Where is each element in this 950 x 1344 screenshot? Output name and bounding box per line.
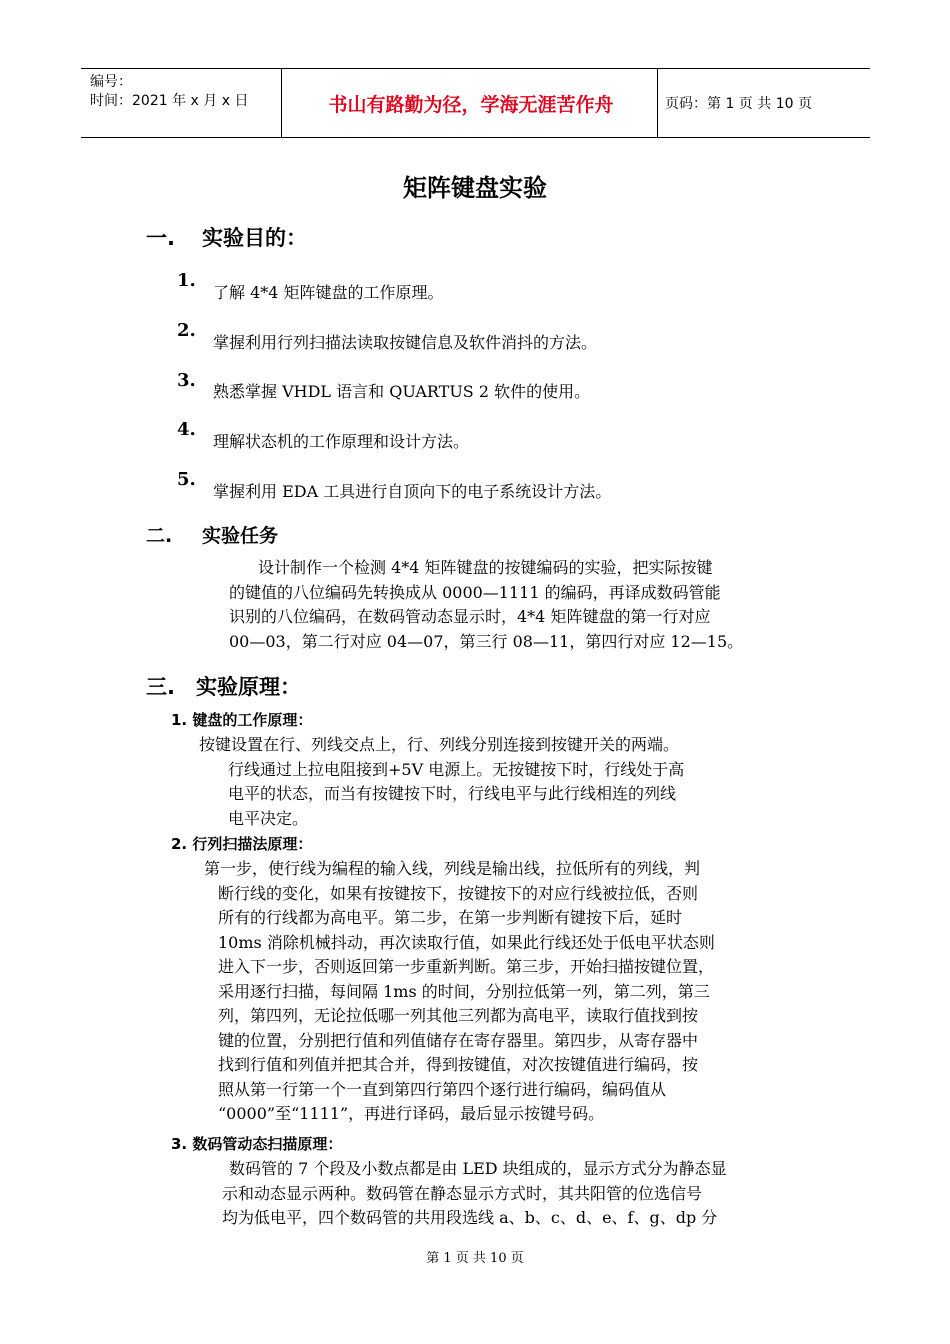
header-table	[81, 68, 870, 138]
text-line: 第一步，使行线为编程的输入线，列线是输出线，拉低所有的列线，判	[204, 859, 701, 878]
section-heading-3	[146, 671, 301, 701]
list-item-number: 3.	[177, 370, 196, 391]
subsection-heading-2: 2. 行列扫描法原理：	[171, 835, 313, 853]
task-paragraph	[229, 556, 829, 654]
section-number: 一.	[146, 226, 175, 250]
text-line: 行线通过上拉电阻接到+5V 电源上。无按键按下时，行线处于高	[228, 759, 685, 779]
scan-principle-paragraph	[204, 857, 834, 1127]
text-line: 采用逐行扫描，每间隔 1ms 的时间，分别拉低第一列，第二列，第三	[218, 981, 710, 1001]
list-item-number: 1.	[177, 270, 196, 291]
section-heading-2	[146, 521, 278, 548]
text-line: 示和动态显示两种。数码管在静态显示方式时，其共阳管的位选信号	[222, 1183, 703, 1203]
list-item-text: 理解状态机的工作原理和设计方法。	[213, 432, 470, 451]
serial-label: 编号：	[90, 74, 132, 90]
list-item-number: 4.	[177, 419, 196, 440]
header-motto: 书山有路勤为径，学海无涯苦作舟	[328, 93, 614, 116]
text-line: 的键值的八位编码先转换成从 0000—1111 的编码，再译成数码管能	[229, 582, 721, 602]
text-line: 数码管的 7 个段及小数点都是由 LED 块组成的，显示方式分为静态显	[229, 1159, 727, 1178]
header-divider	[281, 69, 282, 137]
header-divider	[657, 69, 658, 137]
text-line: 均为低电平，四个数码管的共用段选线 a、b、c、d、e、f、g、dp 分	[222, 1208, 718, 1227]
section-title: 实验目的：	[202, 226, 307, 250]
display-principle-paragraph	[222, 1157, 832, 1231]
text-line: 照从第一行第一个一直到第四行第四个逐行进行编码，编码值从	[218, 1079, 667, 1099]
keyboard-principle-paragraph	[199, 733, 819, 831]
text-line: 按键设置在行、列线交点上，行、列线分别连接到按键开关的两端。	[199, 735, 680, 754]
list-item-number: 5.	[177, 469, 196, 490]
text-line: 断行线的变化，如果有按键按下，按键按下的对应行线被拉低，否则	[218, 883, 699, 903]
section-title: 实验原理：	[196, 675, 301, 699]
page-title: 矩阵键盘实验	[403, 174, 547, 202]
list-item-number: 2.	[177, 320, 196, 341]
text-line: 设计制作一个检测 4*4 矩阵键盘的按键编码的实验，把实际按键	[258, 558, 713, 577]
list-item-text: 掌握利用行列扫描法读取按键信息及软件消抖的方法。	[213, 333, 598, 352]
page-footer: 第 1 页 共 10 页	[426, 1251, 524, 1266]
section-number: 三.	[146, 675, 175, 699]
section-title: 实验任务	[202, 525, 279, 547]
text-line: 进入下一步，否则返回第一步重新判断。第三步，开始扫描按键位置，	[218, 957, 715, 976]
text-line: 电平决定。	[228, 808, 309, 828]
text-line: 识别的八位编码，在数码管动态显示时，4*4 矩阵键盘的第一行对应	[229, 607, 711, 626]
text-line: 10ms 消除机械抖动，再次读取行值，如果此行线还处于低电平状态则	[218, 932, 715, 952]
list-item-text: 了解 4*4 矩阵键盘的工作原理。	[213, 283, 444, 302]
text-line: 键的位置，分别把行值和列值储存在寄存器里。第四步，从寄存器中	[218, 1030, 699, 1050]
subsection-heading-3: 3. 数码管动态扫描原理：	[171, 1135, 343, 1153]
text-line: 电平的状态，而当有按键按下时，行线电平与此行线相连的列线	[228, 784, 677, 803]
text-line: 所有的行线都为高电平。第二步，在第一步判断有键按下后，延时	[218, 908, 683, 927]
subsection-heading-1: 1. 键盘的工作原理：	[171, 711, 313, 729]
list-item-text: 熟悉掌握 VHDL 语言和 QUARTUS 2 软件的使用。	[213, 382, 591, 401]
header-page-info: 页码：第 1 页 共 10 页	[665, 96, 812, 112]
text-line: 列，第四列，无论拉低哪一列其他三列都为高电平，读取行值找到按	[218, 1006, 699, 1025]
text-line: 找到行值和列值并把其合并，得到按键值，对次按键值进行编码，按	[218, 1055, 699, 1074]
list-item-text: 掌握利用 EDA 工具进行自顶向下的电子系统设计方法。	[213, 482, 612, 501]
time-label: 时间：2021 年 x 月 x 日	[90, 93, 249, 109]
section-heading-1	[146, 222, 307, 252]
text-line: 00—03，第二行对应 04—07，第三行 08—11，第四行对应 12—15。	[229, 631, 744, 651]
text-line: “0000”至“1111”，再进行译码，最后显示按键号码。	[218, 1104, 605, 1123]
header-left-cell	[90, 73, 248, 111]
section-number: 二.	[146, 525, 173, 547]
